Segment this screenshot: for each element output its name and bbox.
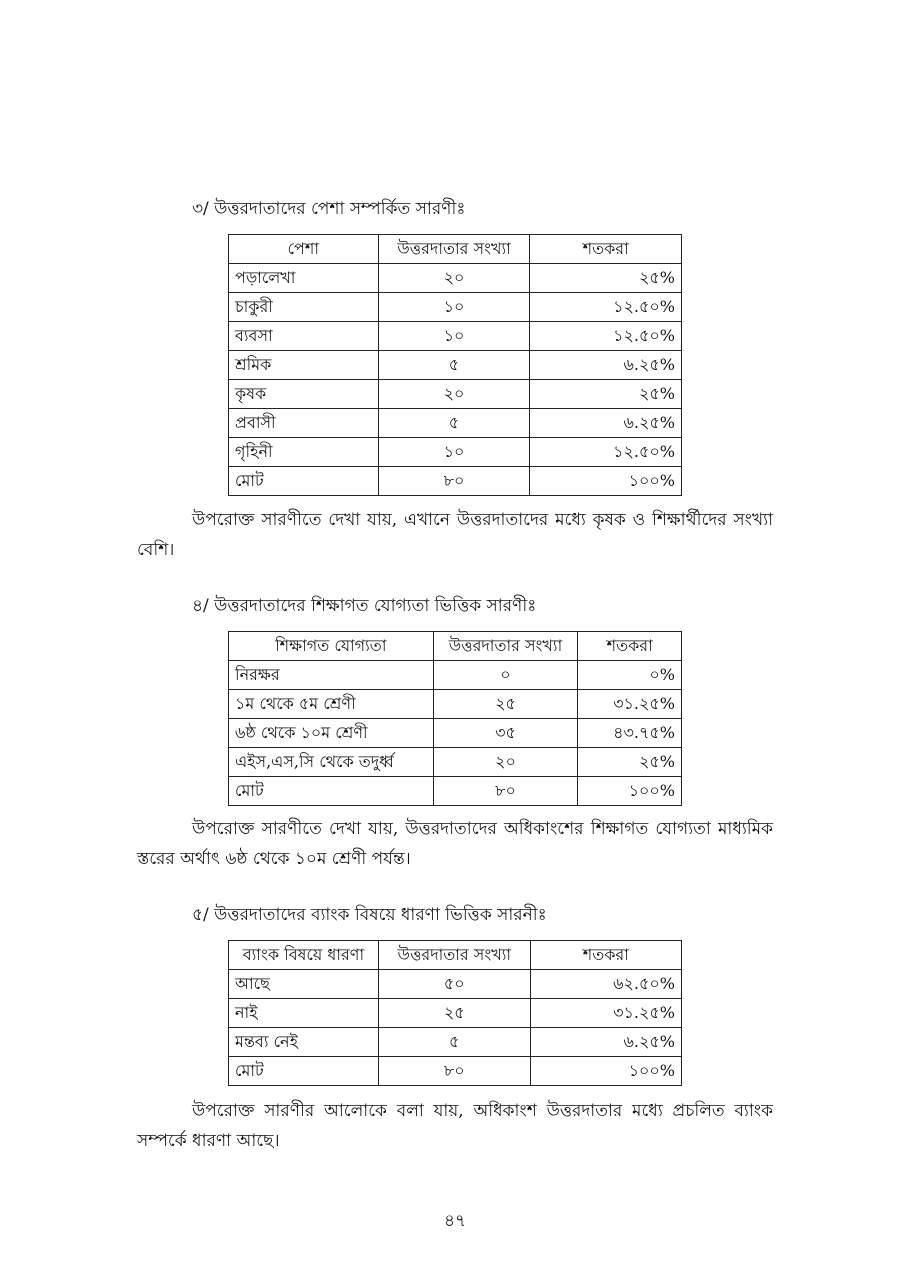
cell-percent: ৩১.২৫% bbox=[578, 690, 682, 719]
table-row bbox=[229, 438, 682, 467]
cell-percent: ১২.৫০% bbox=[530, 322, 682, 351]
cell-occupation: কৃষক bbox=[229, 380, 379, 409]
cell-count: ২৫ bbox=[378, 999, 530, 1028]
cell-awareness: আছে bbox=[229, 970, 379, 999]
cell-percent: ৬.২৫% bbox=[530, 351, 682, 380]
cell-percent: ২৫% bbox=[530, 380, 682, 409]
cell-percent: ০% bbox=[578, 661, 682, 690]
column-header-respondent-count: উত্তরদাতার সংখ্যা bbox=[378, 941, 530, 970]
cell-occupation: ব্যবসা bbox=[229, 322, 379, 351]
cell-count: ১০ bbox=[378, 438, 530, 467]
cell-count: ২৫ bbox=[433, 690, 578, 719]
cell-count: ৫০ bbox=[378, 970, 530, 999]
section-4-summary-text: উপরোক্ত সারণীতে দেখা যায়, উত্তরদাতাদের অধিকাংশের শিক্ষাগত যোগ্যতা মাধ্যমিক স্তরের অর্থাৎ ৬ষ্ঠ থেকে ১০ম শ্রেণী পর্যন্ত। bbox=[137, 819, 773, 869]
occupation-table bbox=[228, 234, 682, 496]
cell-education: নিরক্ষর bbox=[229, 661, 434, 690]
column-header-respondent-count: উত্তরদাতার সংখ্যা bbox=[378, 235, 530, 264]
cell-occupation: মোট bbox=[229, 467, 379, 496]
cell-awareness: মন্তব্য নেই bbox=[229, 1028, 379, 1057]
cell-count: ৮০ bbox=[433, 777, 578, 806]
cell-count: ৫ bbox=[378, 409, 530, 438]
cell-percent: ১০০% bbox=[530, 467, 682, 496]
cell-count: ২০ bbox=[378, 380, 530, 409]
cell-education: ৬ষ্ঠ থেকে ১০ম শ্রেণী bbox=[229, 719, 434, 748]
cell-education: এইস,এস,সি থেকে তদুর্ধ্ব bbox=[229, 748, 434, 777]
cell-percent: ৬.২৫% bbox=[530, 409, 682, 438]
table-row bbox=[229, 293, 682, 322]
cell-percent: ৪৩.৭৫% bbox=[578, 719, 682, 748]
table-row bbox=[229, 322, 682, 351]
table-header-row bbox=[229, 941, 682, 970]
cell-count: ০ bbox=[433, 661, 578, 690]
bank-awareness-table bbox=[228, 940, 682, 1086]
cell-count: ১০ bbox=[378, 322, 530, 351]
cell-count: ২০ bbox=[378, 264, 530, 293]
table-row bbox=[229, 409, 682, 438]
table-row bbox=[229, 690, 682, 719]
section-3-summary bbox=[137, 505, 773, 565]
column-header-percent: শতকরা bbox=[530, 235, 682, 264]
column-header-percent: শতকরা bbox=[530, 941, 681, 970]
cell-percent: ৬.২৫% bbox=[530, 1028, 681, 1057]
section-4-heading: ৪/ উত্তরদাতাদের শিক্ষাগত যোগ্যতা ভিত্তিক সারণীঃ bbox=[192, 596, 537, 616]
cell-awareness: মোট bbox=[229, 1057, 379, 1086]
column-header-occupation: পেশা bbox=[229, 235, 379, 264]
table-total-row bbox=[229, 777, 682, 806]
table-row bbox=[229, 264, 682, 293]
education-table bbox=[228, 631, 682, 806]
cell-percent: ২৫% bbox=[530, 264, 682, 293]
cell-education: ১ম থেকে ৫ম শ্রেণী bbox=[229, 690, 434, 719]
cell-percent: ২৫% bbox=[578, 748, 682, 777]
table-row bbox=[229, 351, 682, 380]
column-header-percent: শতকরা bbox=[578, 632, 682, 661]
cell-percent: ১০০% bbox=[530, 1057, 681, 1086]
section-3-summary-text: উপরোক্ত সারণীতে দেখা যায়, এখানে উত্তরদাতাদের মধ্যে কৃষক ও শিক্ষার্থীদের সংখ্যা বেশি। bbox=[137, 510, 773, 560]
table-header-row bbox=[229, 235, 682, 264]
cell-count: ৮০ bbox=[378, 467, 530, 496]
table-row bbox=[229, 661, 682, 690]
section-5-summary-text: উপরোক্ত সারণীর আলোকে বলা যায়, অধিকাংশ উত্তরদাতার মধ্যে প্রচলিত ব্যাংক সম্পর্কে ধারণা আছে। bbox=[137, 1101, 773, 1151]
table-row bbox=[229, 380, 682, 409]
cell-count: ৩৫ bbox=[433, 719, 578, 748]
cell-awareness: নাই bbox=[229, 999, 379, 1028]
cell-count: ১০ bbox=[378, 293, 530, 322]
table-total-row bbox=[229, 1057, 682, 1086]
column-header-respondent-count: উত্তরদাতার সংখ্যা bbox=[433, 632, 578, 661]
cell-percent: ১০০% bbox=[578, 777, 682, 806]
cell-occupation: গৃহিনী bbox=[229, 438, 379, 467]
column-header-education: শিক্ষাগত যোগ্যতা bbox=[229, 632, 434, 661]
table-row bbox=[229, 719, 682, 748]
section-3-heading: ৩/ উত্তরদাতাদের পেশা সম্পর্কিত সারণীঃ bbox=[192, 199, 466, 219]
cell-occupation: পড়ালেখা bbox=[229, 264, 379, 293]
cell-occupation: চাকুরী bbox=[229, 293, 379, 322]
table-row bbox=[229, 999, 682, 1028]
table-row bbox=[229, 748, 682, 777]
table-row bbox=[229, 970, 682, 999]
table-total-row bbox=[229, 467, 682, 496]
cell-percent: ১২.৫০% bbox=[530, 438, 682, 467]
cell-occupation: প্রবাসী bbox=[229, 409, 379, 438]
cell-percent: ৬২.৫০% bbox=[530, 970, 681, 999]
section-5-summary bbox=[137, 1096, 773, 1156]
section-4-summary bbox=[137, 814, 773, 874]
page-number: ৪৭ bbox=[443, 1211, 467, 1231]
cell-count: ২০ bbox=[433, 748, 578, 777]
cell-count: ৮০ bbox=[378, 1057, 530, 1086]
cell-count: ৫ bbox=[378, 351, 530, 380]
cell-education: মোট bbox=[229, 777, 434, 806]
cell-count: ৫ bbox=[378, 1028, 530, 1057]
column-header-bank-awareness: ব্যাংক বিষয়ে ধারণা bbox=[229, 941, 379, 970]
section-5-heading: ৫/ উত্তরদাতাদের ব্যাংক বিষয়ে ধারণা ভিত্তিক সারনীঃ bbox=[192, 905, 547, 925]
table-row bbox=[229, 1028, 682, 1057]
table-header-row bbox=[229, 632, 682, 661]
cell-occupation: শ্রমিক bbox=[229, 351, 379, 380]
cell-percent: ৩১.২৫% bbox=[530, 999, 681, 1028]
cell-percent: ১২.৫০% bbox=[530, 293, 682, 322]
